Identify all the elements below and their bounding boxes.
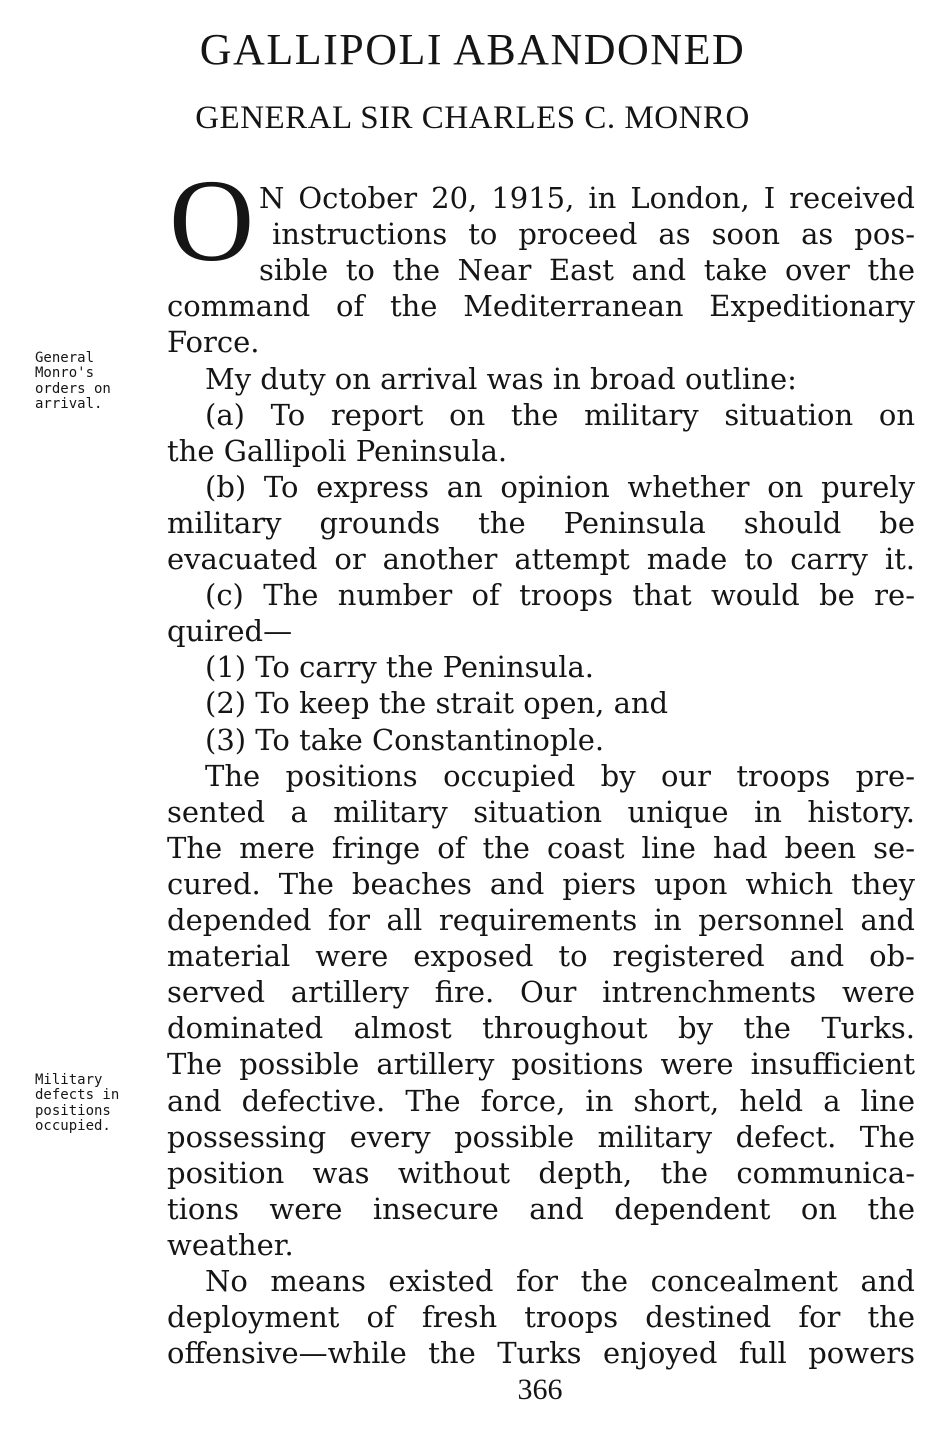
text-line: depended for all requirements in personnel and [167, 903, 915, 937]
text-line: evacuated or another attempt made to carry it. [167, 542, 915, 576]
margin-note [35, 1073, 160, 1135]
text-line: (a) To report on the military situation on [205, 397, 915, 432]
text-line: dominated almost throughout by the Turks. [167, 1011, 915, 1046]
margin-note-line: defects in [35, 1087, 120, 1103]
margin-note-line: Monro's [35, 365, 95, 381]
margin-note-line: General [35, 349, 95, 366]
text-line: The positions occupied by our troops pre- [205, 758, 915, 793]
text-line: (1) To carry the Peninsula. [205, 650, 594, 685]
text-line: and defective. The force, in short, held a line [167, 1083, 915, 1118]
margin-note-line: Military [35, 1071, 103, 1088]
text-line: Force. [167, 325, 260, 360]
text-line: quired— [167, 614, 293, 649]
drop-cap: O [169, 155, 255, 286]
margin-note-line: occupied. [35, 1118, 111, 1134]
text-line: position was without depth, the communica- [167, 1155, 915, 1190]
text-line: material were exposed to registered and ob- [167, 939, 915, 974]
text-line: My duty on arrival was in broad outline: [205, 361, 797, 396]
text-line: The mere fringe of the coast line had been se- [167, 830, 915, 865]
text-line: No means existed for the concealment and [205, 1264, 915, 1298]
margin-note-line: orders on [35, 380, 111, 397]
text-line: military grounds the Peninsula should be [167, 505, 915, 540]
text-line: (c) The number of troops that would be re- [205, 578, 915, 613]
text-line: offensive—while the Turks enjoyed full powers [167, 1336, 915, 1371]
text-line: the Gallipoli Peninsula. [167, 433, 508, 468]
text-line: sible to the Near East and take over the [259, 253, 915, 288]
margin-note-line: positions [35, 1102, 111, 1119]
text-line: (3) To take Constantinople. [205, 722, 605, 757]
text-line: cured. The beaches and piers upon which they [167, 866, 915, 901]
text-line: (b) To express an opinion whether on purely [205, 469, 915, 504]
text-line: tions were insecure and dependent on the [167, 1191, 915, 1226]
text-line: sented a military situation unique in history. [167, 794, 915, 829]
text-line: instructions to proceed as soon as pos- [272, 217, 915, 252]
chapter-title: GALLIPOLI ABANDONED [199, 25, 746, 74]
text-line: possessing every possible military defect. The [167, 1119, 915, 1154]
text-line: deployment of fresh troops destined for the [167, 1300, 915, 1335]
text-line: (2) To keep the strait open, and [205, 686, 669, 721]
text-line: N October 20, 1915, in London, I received [259, 181, 915, 215]
author-byline: GENERAL SIR CHARLES C. MONRO [195, 100, 750, 136]
margin-note-line: arrival. [35, 396, 103, 412]
text-line: served artillery fire. Our intrenchments were [167, 975, 915, 1010]
text-line: command of the Mediterranean Expeditionary [167, 289, 915, 324]
margin-note [35, 351, 160, 413]
text-line: weather. [167, 1227, 294, 1262]
page-number: 366 [517, 1373, 563, 1406]
text-line: The possible artillery positions were insufficient [167, 1047, 915, 1082]
